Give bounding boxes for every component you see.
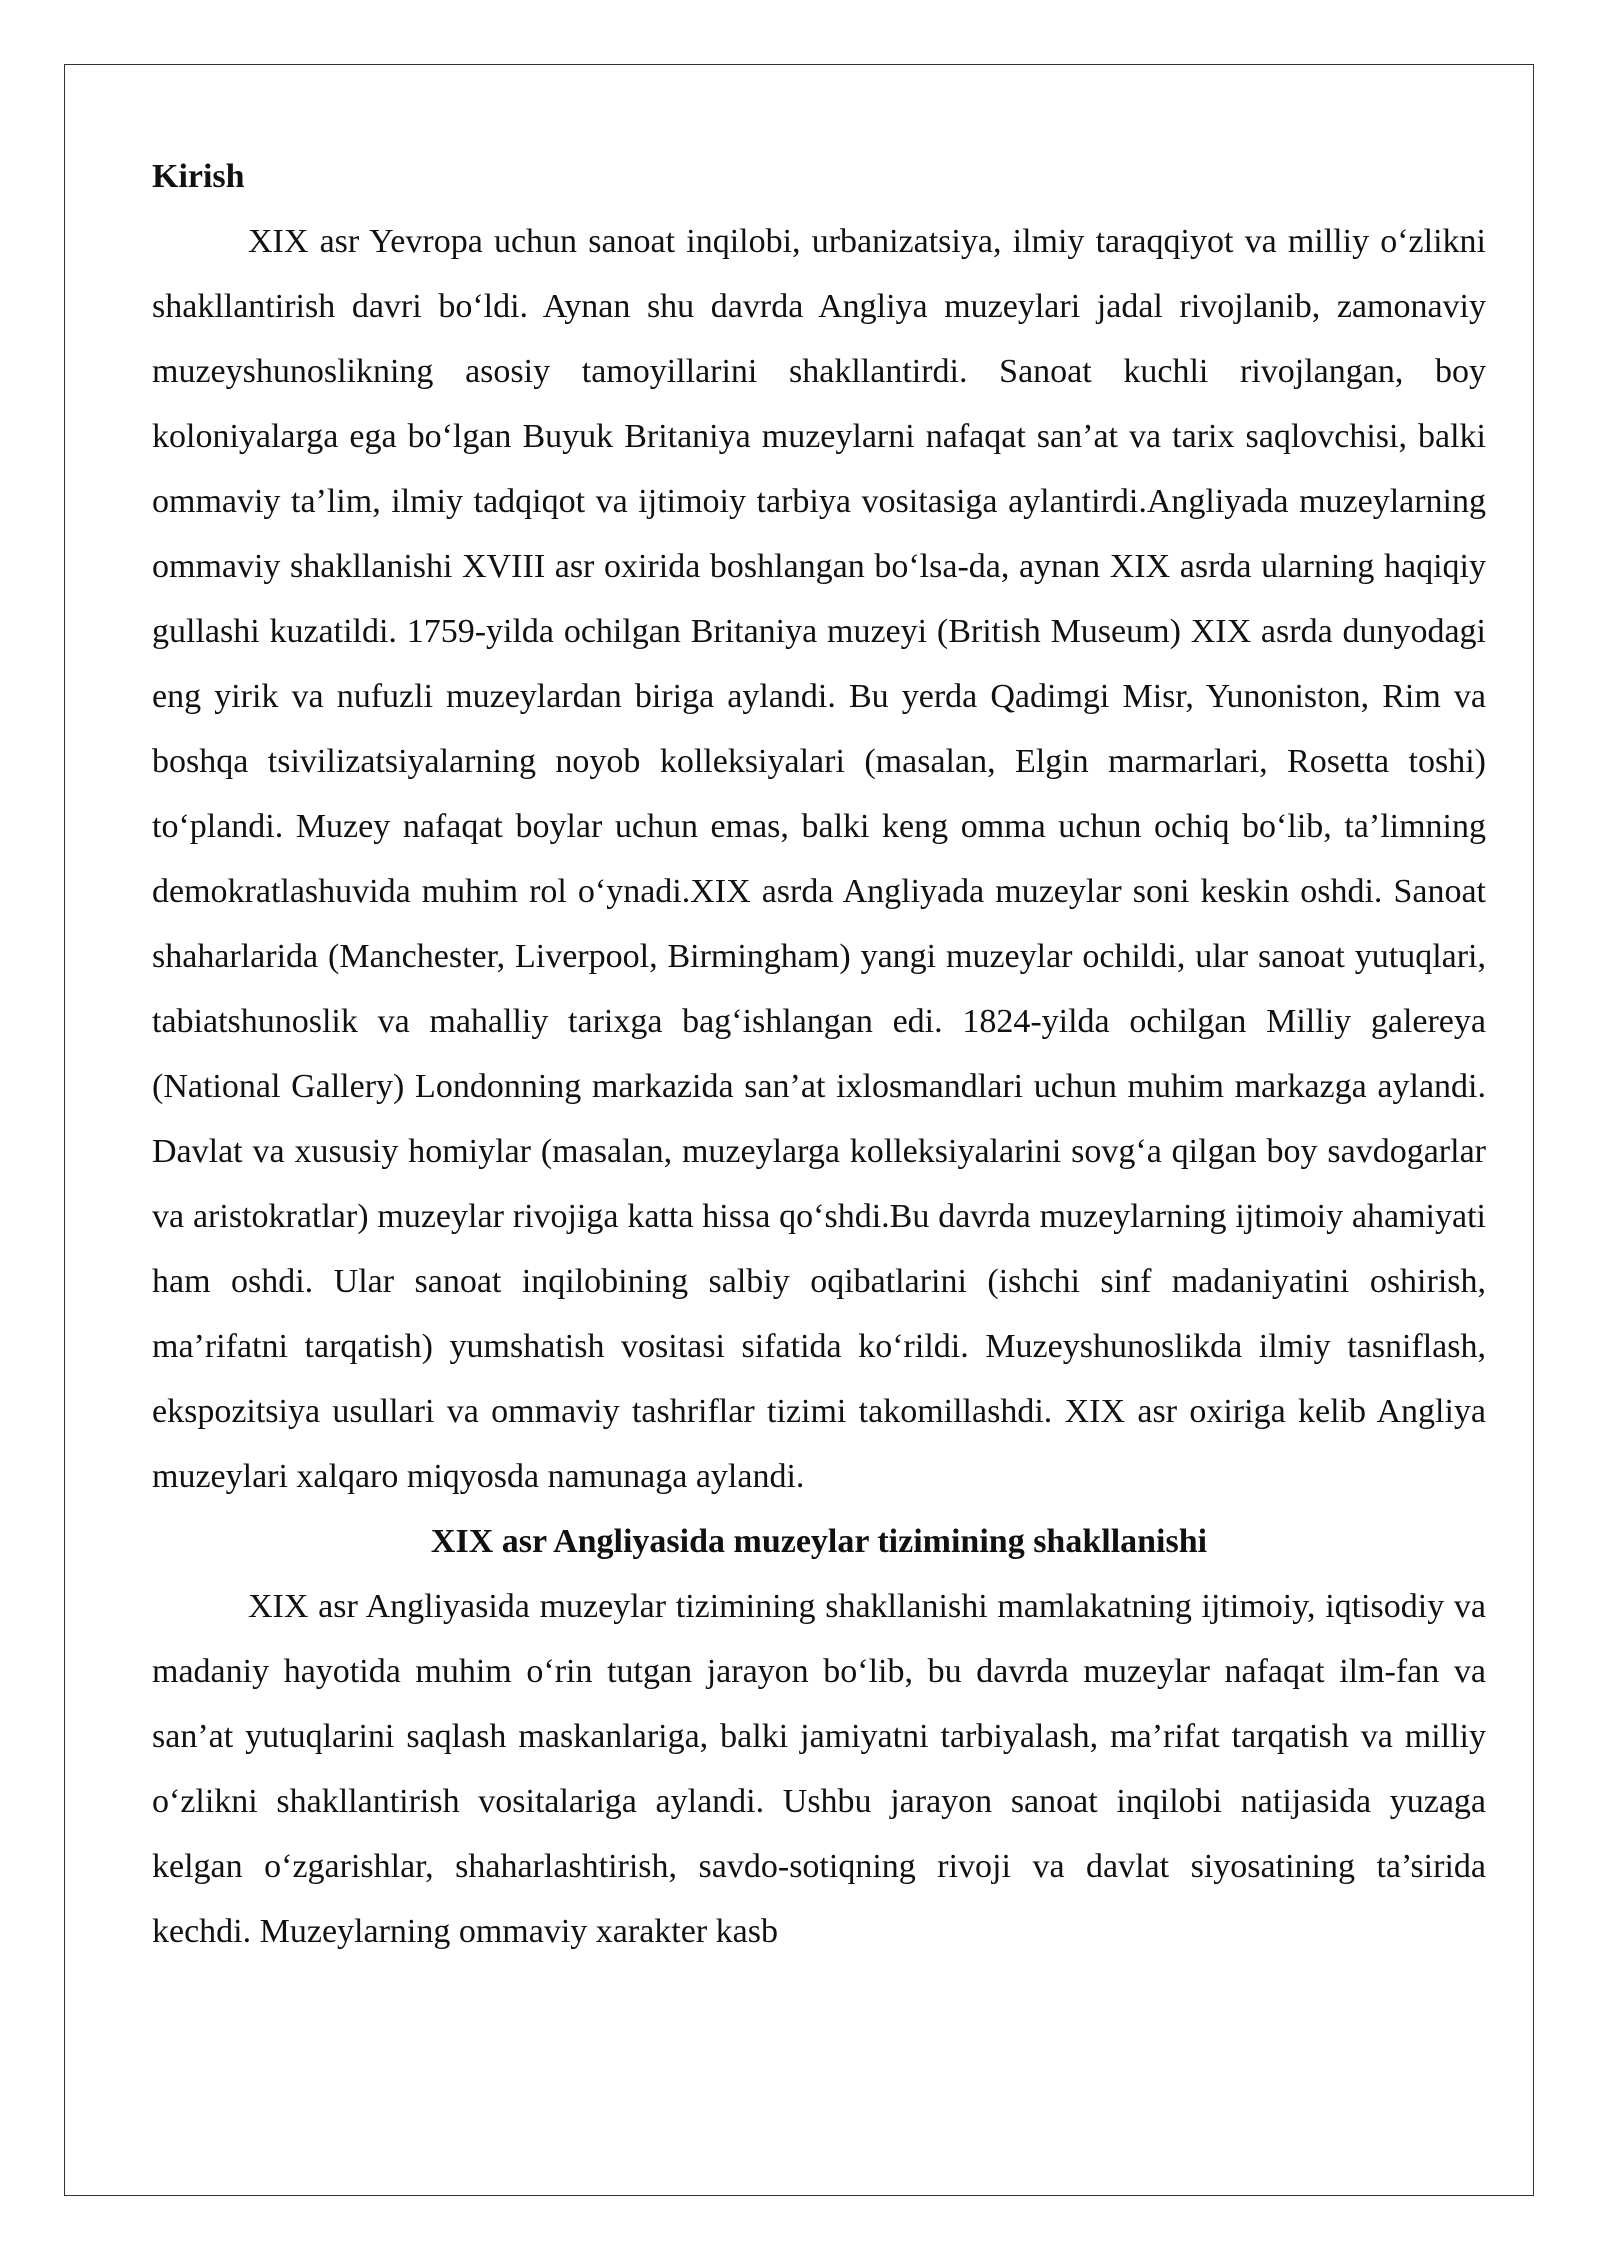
section-paragraph: XIX asr Angliyasida muzeylar tizimining shakllanishi mamlakatning ijtimoiy, iqtisodiy va madaniy hayotida muhim oʻrin tutgan jarayon boʻlib, bu davrda muzeylar nafaqat ilm-fan va san’at yutuqlarini saqlash maskanlariga, balki jamiyatni tarbiyalash, ma’rifat tarqatish va milliy oʻzlikni shakllantirish vositalariga aylandi. Ushbu jarayon sanoat inqilobi natijasida yuzaga kelgan oʻzgarishlar, shaharlashtirish, savdo-sotiqning rivoji va davlat siyosatining ta’sirida kechdi. Muzeylarning ommaviy xarakter kasb <box>152 1588 1486 1950</box>
intro-paragraph: XIX asr Yevropa uchun sanoat inqilobi, urbanizatsiya, ilmiy taraqqiyot va milliy oʻzlikni shakllantirish davri boʻldi. Aynan shu davrda Angliya muzeylari jadal rivojlanib, zamonaviy muzeyshunoslikning asosiy tamoyillarini shakllantirdi. Sanoat kuchli rivojlangan, boy koloniyalarga ega boʻlgan Buyuk Britaniya muzeylarni nafaqat san’at va tarix saqlovchisi, balki ommaviy ta’lim, ilmiy tadqiqot va ijtimoiy tarbiya vositasiga aylantirdi.Angliyada muzeylarning ommaviy shakllanishi XVIII asr oxirida boshlangan boʻlsa-da, aynan XIX asrda ularning haqiqiy gullashi kuzatildi. 1759-yilda ochilgan Britaniya muzeyi (British Museum) XIX asrda dunyodagi eng yirik va nufuzli muzeylardan biriga aylandi. Bu yerda Qadimgi Misr, Yunoniston, Rim va boshqa tsivilizatsiyalarning noyob kolleksiyalari (masalan, Elgin marmarlari, Rosetta toshi) toʻplandi. Muzey nafaqat boylar uchun emas, balki keng omma uchun ochiq boʻlib, ta’limning demokratlashuvida muhim rol oʻynadi.XIX asrda Angliyada muzeylar soni keskin oshdi. Sanoat shaharlarida (Manchester, Liverpool, Birmingham) yangi muzeylar ochildi, ular sanoat yutuqlari, tabiatshunoslik va mahalliy tarixga bagʻishlangan edi. 1824-yilda ochilgan Milliy galereya (National Gallery) Londonning markazida san’at ixlosmandlari uchun muhim markazga aylandi. Davlat va xususiy homiylar (masalan, muzeylarga kolleksiyalarini sovgʻa qilgan boy savdogarlar va aristokratlar) muzeylar rivojiga katta hissa qoʻshdi.Bu davrda muzeylarning ijtimoiy ahamiyati ham oshdi. Ular sanoat inqilobining salbiy oqibatlarini (ishchi sinf madaniyatini oshirish, ma’rifatni tarqatish) yumshatish vositasi sifatida koʻrildi. Muzeyshunoslikda ilmiy tasniflash, ekspozitsiya usullari va ommaviy tashriflar tizimi takomillashdi. XIX asr oxiriga kelib Angliya muzeylari xalqaro miqyosda namunaga aylandi. <box>152 223 1486 1495</box>
document-body <box>152 144 1486 1964</box>
section-heading: XIX asr Angliyasida muzeylar tizimining shakllanishi <box>430 1523 1208 1560</box>
intro-heading: Kirish <box>152 158 245 195</box>
